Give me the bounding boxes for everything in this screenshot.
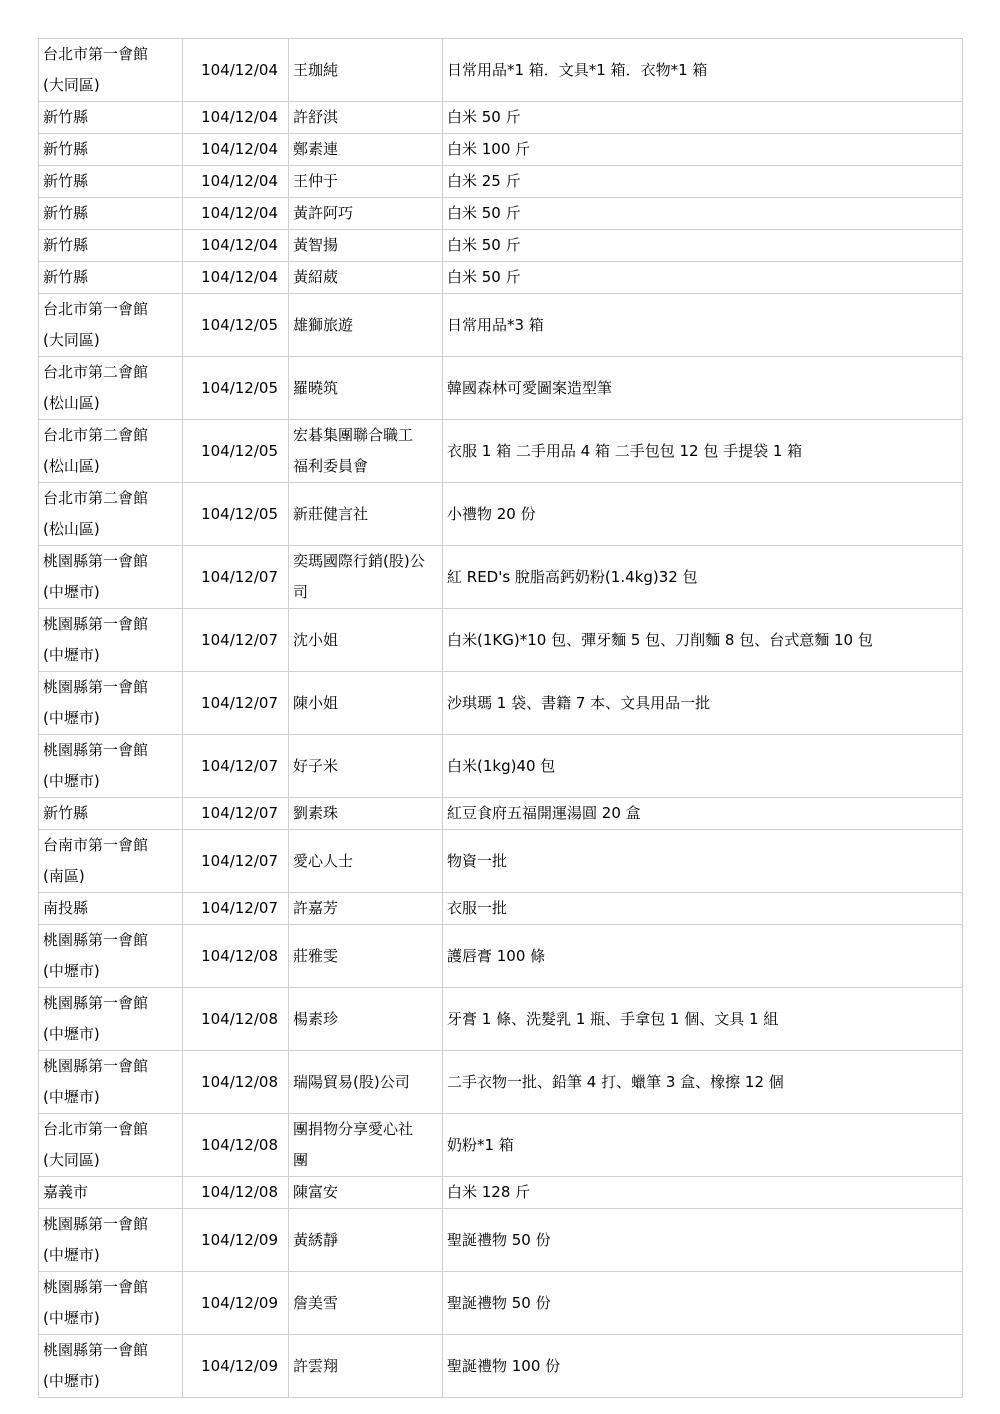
donor-cell <box>289 102 443 134</box>
branch-cell <box>39 166 183 198</box>
branch-cell <box>39 262 183 294</box>
date-cell: 104/12/05 <box>183 357 289 420</box>
date-cell: 104/12/04 <box>183 166 289 198</box>
table-row <box>39 262 963 294</box>
table-row <box>39 1114 963 1177</box>
table-row <box>39 672 963 735</box>
date-cell: 104/12/08 <box>183 1114 289 1177</box>
donor-cell <box>289 1335 443 1398</box>
date-cell: 104/12/09 <box>183 1335 289 1398</box>
donor-cell-line: 沈小姐 <box>293 630 339 649</box>
items-cell: 牙膏 1 條、洗髮乳 1 瓶、手拿包 1 個、文具 1 組 <box>443 988 963 1051</box>
branch-cell-line: 新竹縣 <box>43 804 89 822</box>
date-cell: 104/12/04 <box>183 102 289 134</box>
branch-cell <box>39 483 183 546</box>
items-cell: 日常用品*1 箱．文具*1 箱．衣物*1 箱 <box>443 39 963 102</box>
date-cell: 104/12/08 <box>183 1177 289 1209</box>
branch-cell-line: (中壢市) <box>43 1309 100 1327</box>
donor-cell-line: 瑞陽貿易(股)公司 <box>293 1072 410 1091</box>
branch-cell <box>39 735 183 798</box>
branch-cell-line: 新竹縣 <box>43 140 89 158</box>
donor-cell-line: 福利委員會 <box>293 457 369 475</box>
donor-cell <box>289 134 443 166</box>
branch-cell <box>39 546 183 609</box>
table-row <box>39 1335 963 1398</box>
table-row <box>39 1209 963 1272</box>
donor-cell-line: 王珈純 <box>293 60 339 79</box>
branch-cell-line: 桃園縣第一會館 <box>43 1278 149 1296</box>
date-cell: 104/12/05 <box>183 294 289 357</box>
donor-cell <box>289 420 443 483</box>
date-cell: 104/12/04 <box>183 198 289 230</box>
table-row <box>39 166 963 198</box>
branch-cell-line: (中壢市) <box>43 646 100 664</box>
donor-cell <box>289 735 443 798</box>
date-cell: 104/12/07 <box>183 893 289 925</box>
branch-cell-line: (中壢市) <box>43 772 100 790</box>
branch-cell <box>39 230 183 262</box>
date-cell: 104/12/07 <box>183 798 289 830</box>
date-cell: 104/12/04 <box>183 39 289 102</box>
branch-cell-line: (中壢市) <box>43 1088 100 1106</box>
date-cell: 104/12/08 <box>183 1051 289 1114</box>
donor-cell-line: 黃紹葳 <box>293 268 339 286</box>
table-row <box>39 988 963 1051</box>
items-cell: 二手衣物一批、鉛筆 4 打、蠟筆 3 盒、橡擦 12 個 <box>443 1051 963 1114</box>
donor-cell <box>289 988 443 1051</box>
branch-cell-line: (中壢市) <box>43 962 100 980</box>
branch-cell <box>39 420 183 483</box>
items-cell: 日常用品*3 箱 <box>443 294 963 357</box>
donor-cell-line: 團捐物分享愛心社 <box>293 1120 414 1138</box>
table-row <box>39 483 963 546</box>
items-cell: 沙琪瑪 1 袋、書籍 7 本、文具用品一批 <box>443 672 963 735</box>
donor-cell-line: 黃智揚 <box>293 236 339 254</box>
table-body <box>39 39 963 1398</box>
branch-cell-line: 台北市第二會館 <box>43 363 149 381</box>
branch-cell <box>39 1051 183 1114</box>
branch-cell-line: (中壢市) <box>43 1246 100 1264</box>
donor-cell-line: 鄭素連 <box>293 140 339 158</box>
branch-cell-line: (松山區) <box>43 394 100 412</box>
donor-cell-line: 司 <box>293 583 309 601</box>
branch-cell <box>39 357 183 420</box>
branch-cell <box>39 925 183 988</box>
table-row <box>39 198 963 230</box>
items-cell: 紅豆食府五福開運湯圓 20 盒 <box>443 798 963 830</box>
branch-cell-line: 新竹縣 <box>43 236 89 254</box>
branch-cell-line: 台北市第二會館 <box>43 426 149 444</box>
donor-cell-line: 團 <box>293 1151 309 1169</box>
table-row <box>39 294 963 357</box>
date-cell: 104/12/07 <box>183 546 289 609</box>
branch-cell-line: (大同區) <box>43 331 100 349</box>
table-row <box>39 357 963 420</box>
branch-cell-line: 桃園縣第一會館 <box>43 931 149 949</box>
branch-cell <box>39 988 183 1051</box>
branch-cell-line: 嘉義市 <box>43 1183 89 1201</box>
date-cell: 104/12/07 <box>183 830 289 893</box>
branch-cell <box>39 672 183 735</box>
items-cell: 白米 25 斤 <box>443 166 963 198</box>
donor-cell <box>289 357 443 420</box>
donor-cell-line: 奕瑪國際行銷(股)公 <box>293 552 425 570</box>
donor-cell-line: 新莊健言社 <box>293 504 369 523</box>
items-cell: 衣服 1 箱 二手用品 4 箱 二手包包 12 包 手提袋 1 箱 <box>443 420 963 483</box>
items-cell: 紅 RED's 脫脂高鈣奶粉(1.4kg)32 包 <box>443 546 963 609</box>
branch-cell-line: 台南市第一會館 <box>43 836 149 854</box>
branch-cell <box>39 39 183 102</box>
branch-cell-line: 桃園縣第一會館 <box>43 678 149 696</box>
table-row <box>39 1177 963 1209</box>
table-row <box>39 609 963 672</box>
date-cell: 104/12/07 <box>183 672 289 735</box>
donor-cell-line: 黃許阿巧 <box>293 204 354 222</box>
branch-cell-line: (中壢市) <box>43 583 100 601</box>
items-cell: 小禮物 20 份 <box>443 483 963 546</box>
branch-cell-line: (南區) <box>43 867 85 885</box>
donor-cell-line: 詹美雪 <box>293 1293 339 1312</box>
donor-cell <box>289 830 443 893</box>
table-row <box>39 893 963 925</box>
date-cell: 104/12/08 <box>183 925 289 988</box>
branch-cell <box>39 1177 183 1209</box>
branch-cell-line: (松山區) <box>43 520 100 538</box>
date-cell: 104/12/05 <box>183 483 289 546</box>
donor-cell-line: 陳富安 <box>293 1183 339 1201</box>
branch-cell-line: 桃園縣第一會館 <box>43 741 149 759</box>
items-cell: 白米 100 斤 <box>443 134 963 166</box>
donor-cell <box>289 39 443 102</box>
branch-cell-line: 桃園縣第一會館 <box>43 615 149 633</box>
donor-cell <box>289 483 443 546</box>
items-cell: 白米(1kg)40 包 <box>443 735 963 798</box>
branch-cell <box>39 134 183 166</box>
branch-cell-line: 台北市第一會館 <box>43 1120 149 1138</box>
table-row <box>39 134 963 166</box>
branch-cell-line: 新竹縣 <box>43 204 89 222</box>
branch-cell-line: 桃園縣第一會館 <box>43 1341 149 1359</box>
donor-cell <box>289 1114 443 1177</box>
date-cell: 104/12/07 <box>183 735 289 798</box>
donor-cell <box>289 893 443 925</box>
donor-cell <box>289 294 443 357</box>
branch-cell <box>39 893 183 925</box>
items-cell: 白米 50 斤 <box>443 262 963 294</box>
items-cell: 韓國森林可愛圖案造型筆 <box>443 357 963 420</box>
items-cell: 聖誕禮物 50 份 <box>443 1209 963 1272</box>
table-row <box>39 39 963 102</box>
items-cell: 白米 50 斤 <box>443 102 963 134</box>
items-cell: 白米 50 斤 <box>443 230 963 262</box>
items-cell: 衣服一批 <box>443 893 963 925</box>
donor-cell-line: 好子米 <box>293 756 339 775</box>
donor-cell-line: 許嘉芳 <box>293 899 339 917</box>
branch-cell <box>39 102 183 134</box>
branch-cell <box>39 294 183 357</box>
donor-cell <box>289 672 443 735</box>
date-cell: 104/12/09 <box>183 1209 289 1272</box>
donor-cell-line: 宏碁集團聯合職工 <box>293 426 414 444</box>
items-cell: 白米(1KG)*10 包、彈牙麵 5 包、刀削麵 8 包、台式意麵 10 包 <box>443 609 963 672</box>
donor-cell-line: 楊素珍 <box>293 1009 339 1028</box>
table-row <box>39 420 963 483</box>
donor-cell <box>289 1272 443 1335</box>
table-row <box>39 830 963 893</box>
items-cell: 奶粉*1 箱 <box>443 1114 963 1177</box>
donor-cell <box>289 262 443 294</box>
donor-cell <box>289 1051 443 1114</box>
branch-cell <box>39 1114 183 1177</box>
donor-cell <box>289 198 443 230</box>
branch-cell-line: 南投縣 <box>43 899 89 917</box>
donor-cell <box>289 230 443 262</box>
donor-cell <box>289 798 443 830</box>
donor-cell-line: 莊雅雯 <box>293 946 339 965</box>
branch-cell-line: 新竹縣 <box>43 108 89 126</box>
date-cell: 104/12/04 <box>183 230 289 262</box>
branch-cell-line: 台北市第一會館 <box>43 300 149 318</box>
donor-cell-line: 劉素珠 <box>293 804 339 822</box>
table-row <box>39 798 963 830</box>
items-cell: 白米 50 斤 <box>443 198 963 230</box>
items-cell: 護唇膏 100 條 <box>443 925 963 988</box>
table-row <box>39 1051 963 1114</box>
date-cell: 104/12/04 <box>183 134 289 166</box>
branch-cell <box>39 1209 183 1272</box>
donor-cell <box>289 166 443 198</box>
table-row <box>39 230 963 262</box>
donations-table <box>38 38 963 1398</box>
donor-cell-line: 羅曉筑 <box>293 378 339 397</box>
branch-cell-line: (松山區) <box>43 457 100 475</box>
branch-cell-line: (中壢市) <box>43 1372 100 1390</box>
branch-cell-line: (中壢市) <box>43 709 100 727</box>
donor-cell <box>289 1209 443 1272</box>
branch-cell <box>39 198 183 230</box>
branch-cell-line: 桃園縣第一會館 <box>43 994 149 1012</box>
branch-cell <box>39 1335 183 1398</box>
items-cell: 物資一批 <box>443 830 963 893</box>
donor-cell-line: 陳小姐 <box>293 693 339 712</box>
branch-cell-line: (大同區) <box>43 76 100 94</box>
donor-cell-line: 許雲翔 <box>293 1356 339 1375</box>
date-cell: 104/12/04 <box>183 262 289 294</box>
branch-cell <box>39 798 183 830</box>
donor-cell-line: 愛心人士 <box>293 851 354 870</box>
donor-cell <box>289 925 443 988</box>
branch-cell-line: (中壢市) <box>43 1025 100 1043</box>
branch-cell-line: (大同區) <box>43 1151 100 1169</box>
donor-cell <box>289 1177 443 1209</box>
branch-cell-line: 台北市第一會館 <box>43 45 149 63</box>
date-cell: 104/12/07 <box>183 609 289 672</box>
donor-cell-line: 許舒淇 <box>293 108 339 126</box>
branch-cell <box>39 1272 183 1335</box>
table-row <box>39 102 963 134</box>
items-cell: 聖誕禮物 50 份 <box>443 1272 963 1335</box>
date-cell: 104/12/08 <box>183 988 289 1051</box>
donor-cell-line: 王仲于 <box>293 172 339 190</box>
items-cell: 白米 128 斤 <box>443 1177 963 1209</box>
items-cell: 聖誕禮物 100 份 <box>443 1335 963 1398</box>
table-row <box>39 925 963 988</box>
date-cell: 104/12/09 <box>183 1272 289 1335</box>
branch-cell-line: 桃園縣第一會館 <box>43 1057 149 1075</box>
branch-cell <box>39 830 183 893</box>
branch-cell-line: 台北市第二會館 <box>43 489 149 507</box>
branch-cell-line: 新竹縣 <box>43 172 89 190</box>
branch-cell-line: 桃園縣第一會館 <box>43 1215 149 1233</box>
date-cell: 104/12/05 <box>183 420 289 483</box>
donor-cell-line: 黃綉靜 <box>293 1230 339 1249</box>
table-row <box>39 735 963 798</box>
branch-cell-line: 桃園縣第一會館 <box>43 552 149 570</box>
donor-cell-line: 雄獅旅遊 <box>293 315 354 334</box>
table-row <box>39 546 963 609</box>
table-row <box>39 1272 963 1335</box>
branch-cell <box>39 609 183 672</box>
donor-cell <box>289 546 443 609</box>
branch-cell-line: 新竹縣 <box>43 268 89 286</box>
donor-cell <box>289 609 443 672</box>
